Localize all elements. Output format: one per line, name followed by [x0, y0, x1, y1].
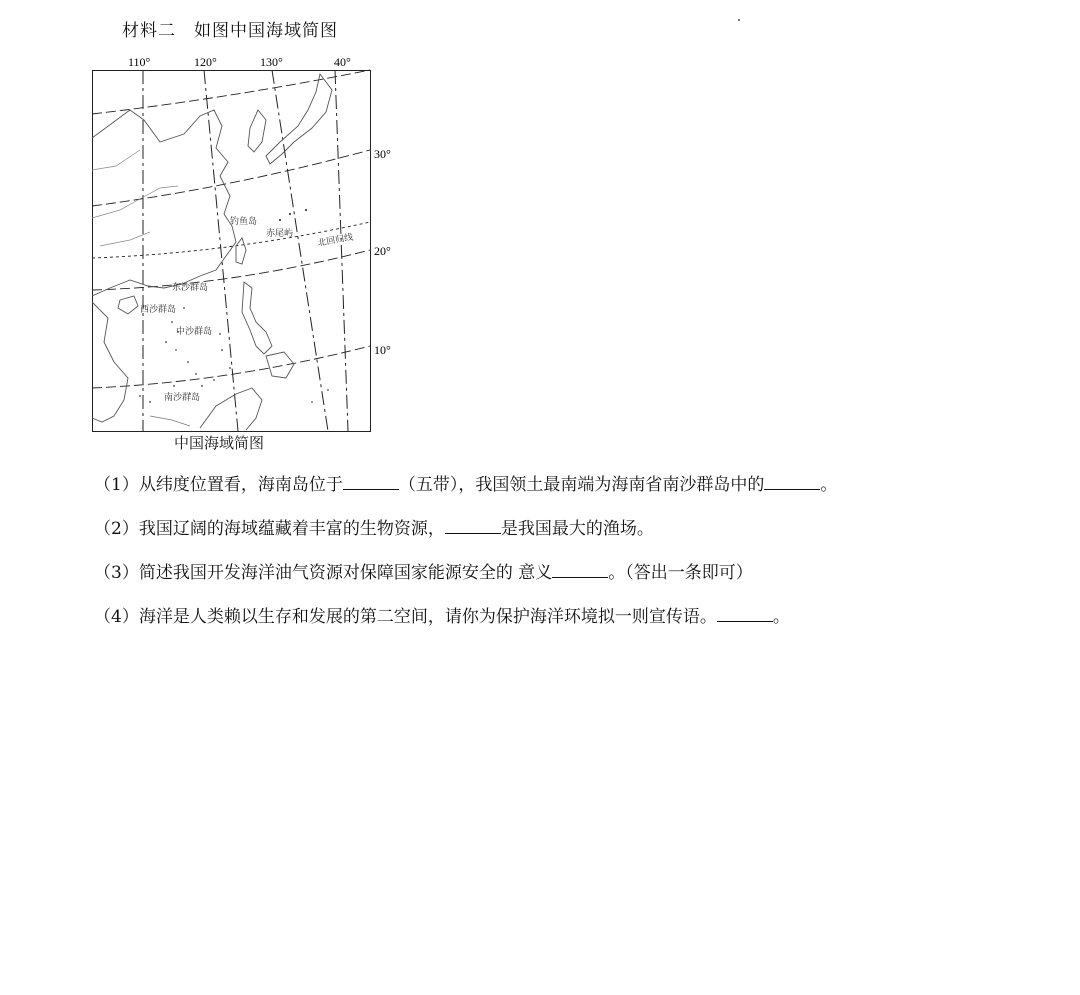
map-figure: [80, 50, 420, 460]
label-nansha: 南沙群岛: [164, 393, 201, 403]
meridian-140: [335, 70, 348, 431]
lon-label-120: 120°: [194, 55, 217, 69]
material-title: 材料二 如图中国海域简图: [122, 21, 338, 41]
q1-blank-1[interactable]: [343, 475, 399, 490]
q3-text-b: 。（答出一条即可）: [608, 563, 753, 583]
malaya-coast: [150, 416, 190, 426]
q4-text-b: 。: [772, 607, 790, 627]
label-diaoyu: 钓鱼岛: [230, 217, 258, 227]
lat-label-30: 30°: [374, 147, 391, 161]
q4-text-a: （4）海洋是人类赖以生存和发展的第二空间，请你为保护海洋环境拟一则宣传语。: [94, 607, 717, 627]
label-tropic: 北回归线: [316, 232, 354, 249]
map-caption: 中国海域简图: [174, 434, 265, 452]
borneo-coast: [200, 388, 262, 430]
q2-text-a: （2）我国辽阔的海域蕴藏着丰富的生物资源，: [94, 519, 445, 539]
lon-label-130: 130°: [260, 55, 283, 69]
lat-label-10: 10°: [374, 343, 391, 357]
lat-label-20: 20°: [374, 244, 391, 258]
lon-label-140: 40°: [334, 55, 351, 69]
korea-peninsula: [248, 110, 266, 152]
parallel-20: [92, 250, 370, 290]
question-3: [94, 558, 753, 583]
parallel-30: [92, 150, 370, 206]
philippines-luzon: [242, 282, 272, 354]
q1-blank-2[interactable]: [764, 475, 820, 490]
q4-blank-1[interactable]: [717, 607, 773, 622]
parallel-40: [92, 70, 370, 114]
map-frame: [93, 71, 371, 432]
question-1: [94, 470, 837, 495]
q1-text-c: 。: [820, 475, 838, 495]
taiwan-island: [236, 238, 246, 264]
indochina-coast: [92, 302, 128, 422]
q3-blank-1[interactable]: [552, 563, 608, 578]
q2-blank-1[interactable]: [445, 519, 501, 534]
q1-text-a: （1）从纬度位置看，海南岛位于: [94, 475, 343, 495]
hainan-island: [118, 296, 138, 314]
china-sea-map: [80, 50, 420, 460]
q3-text-a: （3）简述我国开发海洋油气资源对保障国家能源安全的 意义: [94, 563, 553, 583]
label-dongsha: 东沙群岛: [172, 283, 209, 293]
label-chiwei: 赤尾屿: [266, 229, 294, 239]
stray-dot: [738, 19, 740, 21]
lon-label-110: 110°: [128, 55, 151, 69]
label-xisha: 西沙群岛: [140, 305, 177, 315]
question-2: [94, 514, 654, 539]
q2-text-b: 是我国最大的渔场。: [500, 519, 654, 539]
label-zhongsha: 中沙群岛: [176, 327, 213, 337]
inland-borders: [92, 150, 178, 246]
philippines-mindanao: [266, 352, 294, 378]
q1-text-b: （五带），我国领土最南端为海南省南沙群岛中的: [398, 475, 765, 495]
question-4: [94, 602, 790, 627]
